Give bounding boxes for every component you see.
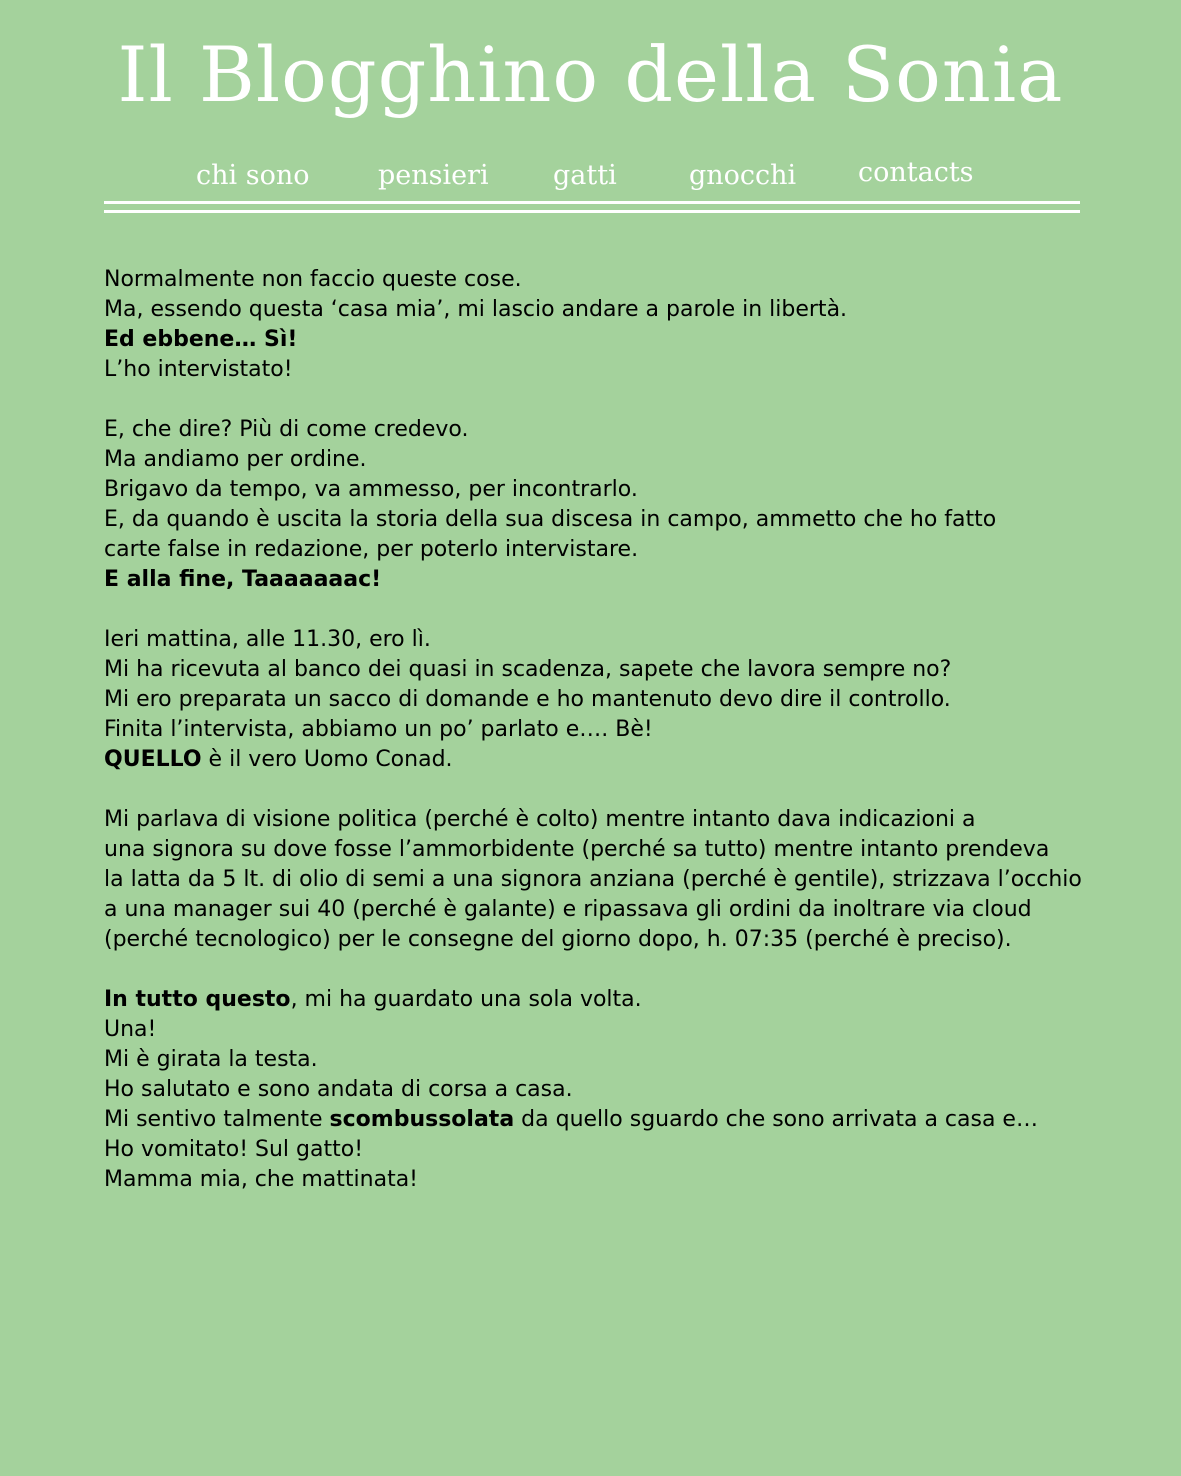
- text-line: (perché tecnologico) per le consegne del giorno dopo, h. 07:35 (perché è preciso).: [104, 927, 1012, 952]
- text-line: Ieri mattina, alle 11.30, ero lì.: [104, 627, 431, 652]
- bold-text: E alla fine, Taaaaaaac!: [104, 567, 382, 592]
- text-line: Una!: [104, 1017, 157, 1042]
- text-line: Mi parlava di visione politica (perché è colto) mentre intanto dava indicazioni a: [104, 807, 976, 832]
- text-line: [104, 325, 1134, 355]
- bold-text: scombussolata: [329, 1107, 515, 1132]
- text-line: [104, 985, 1134, 1015]
- text-fragment: è il vero Uomo Conad.: [201, 747, 453, 772]
- text-line: a una manager sui 40 (perché è galante) e ripassava gli ordini da inoltrare via cloud: [104, 897, 1032, 922]
- paragraph-interview: [104, 625, 1134, 775]
- text-line: Brigavo da tempo, va ammesso, per incontrarlo.: [104, 477, 638, 502]
- text-line: Mi ha ricevuta al banco dei quasi in scadenza, sapete che lavora sempre no?: [104, 657, 952, 682]
- text-line: [104, 1105, 1134, 1135]
- paragraph-backstory: [104, 415, 1134, 595]
- nav-divider-top: [104, 201, 1080, 204]
- nav-link-contacts[interactable]: contacts: [858, 157, 974, 188]
- text-line: Normalmente non faccio queste cose.: [104, 267, 522, 292]
- nav-link-chi-sono[interactable]: chi sono: [196, 160, 310, 191]
- text-line: [104, 565, 1134, 595]
- nav-link-pensieri[interactable]: pensieri: [378, 160, 489, 191]
- text-line: Ma andiamo per ordine.: [104, 447, 367, 472]
- text-line: Finita l’intervista, abbiamo un po’ parlato e…. Bè!: [104, 717, 653, 742]
- nav-link-gnocchi[interactable]: gnocchi: [689, 160, 797, 191]
- paragraph-description: [104, 805, 1134, 955]
- text-fragment: Mi sentivo talmente: [104, 1107, 330, 1132]
- text-line: E, da quando è uscita la storia della sua discesa in campo, ammetto che ho fatto: [104, 507, 997, 532]
- text-fragment: , mi ha guardato una sola volta.: [290, 987, 642, 1012]
- bold-text: Ed ebbene… Sì!: [104, 327, 298, 352]
- text-line: [104, 745, 1134, 775]
- paragraph-ending: [104, 985, 1134, 1195]
- text-fragment: da quello sguardo che sono arrivata a casa e…: [514, 1107, 1038, 1132]
- text-line: Ho salutato e sono andata di corsa a casa.: [104, 1077, 573, 1102]
- text-line: Mi ero preparata un sacco di domande e ho mantenuto devo dire il controllo.: [104, 687, 951, 712]
- text-line: la latta da 5 lt. di olio di semi a una signora anziana (perché è gentile), strizzava l’occhio: [104, 867, 1082, 892]
- site-title: Il Blogghino della Sonia: [117, 30, 1064, 119]
- text-line: Ho vomitato! Sul gatto!: [104, 1137, 364, 1162]
- text-line: E, che dire? Più di come credevo.: [104, 417, 469, 442]
- paragraph-intro: [104, 265, 1134, 385]
- nav-link-gatti[interactable]: gatti: [553, 160, 617, 191]
- text-line: Ma, essendo questa ‘casa mia’, mi lascio andare a parole in libertà.: [104, 297, 848, 322]
- blog-post: [104, 265, 1134, 1225]
- nav-divider-bottom: [104, 210, 1080, 213]
- text-line: Mamma mia, che mattinata!: [104, 1167, 419, 1192]
- main-nav: [0, 156, 1181, 196]
- text-line: una signora su dove fosse l’ammorbidente (perché sa tutto) mentre intanto prendeva: [104, 837, 1050, 862]
- bold-text: QUELLO: [104, 747, 202, 772]
- text-line: Mi è girata la testa.: [104, 1047, 318, 1072]
- text-line: L’ho intervistato!: [104, 357, 293, 382]
- bold-text: In tutto questo: [104, 987, 291, 1012]
- text-line: carte false in redazione, per poterlo intervistare.: [104, 537, 639, 562]
